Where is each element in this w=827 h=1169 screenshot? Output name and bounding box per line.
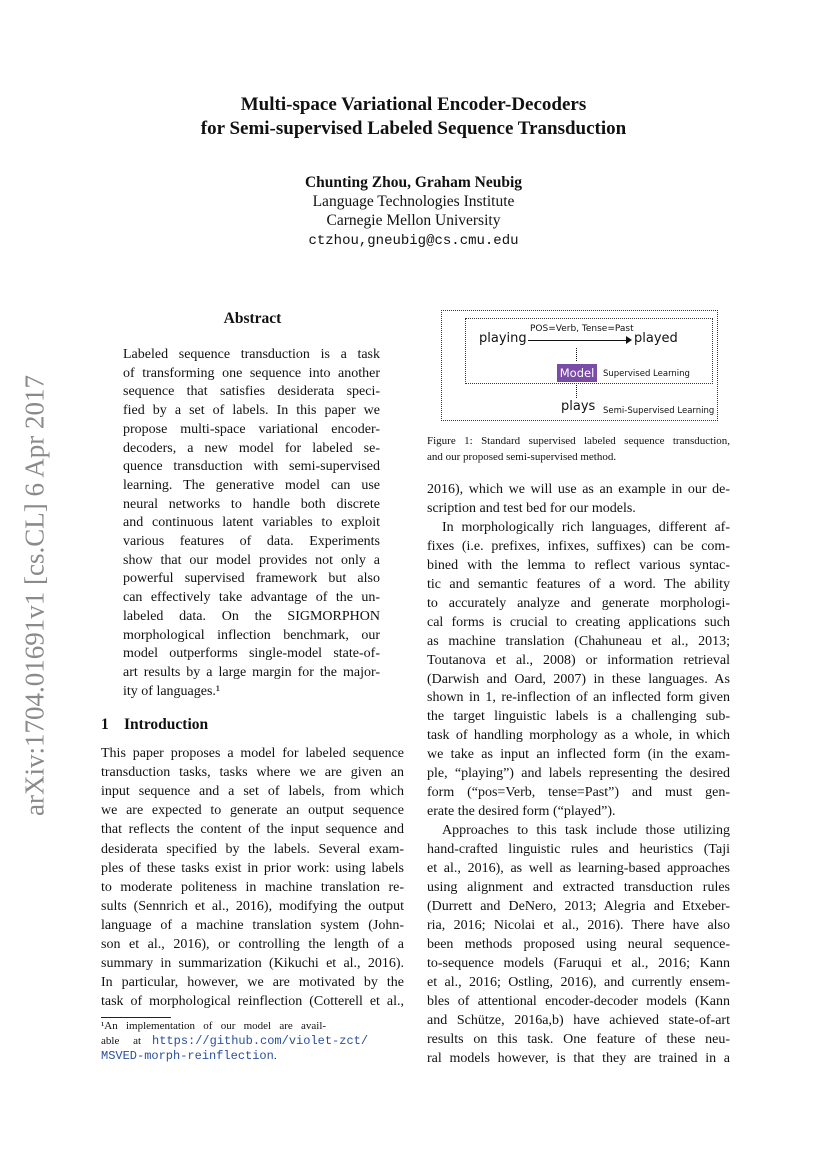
text-line: we are expected to generate an output sequence bbox=[101, 803, 404, 819]
arrow-head-icon bbox=[626, 336, 632, 344]
text-line: This paper proposes a model for labeled sequence bbox=[101, 746, 404, 761]
footnote-line-3 bbox=[101, 1049, 277, 1064]
text-line: been methods proposed using neural sequence- bbox=[427, 936, 730, 952]
text-line: cal forms is crucial to creating applications such bbox=[427, 614, 730, 630]
text-line: desiderata specified by the labels. Several exam- bbox=[101, 841, 404, 857]
text-line: task of morphological reinflection (Cotterell et al., bbox=[101, 994, 404, 1010]
text-line: transduction tasks, tasks where we are given an bbox=[101, 765, 404, 781]
text-line: (Darwish and Oard, 2007) in these languages. As bbox=[427, 671, 730, 687]
text-line: that reflects the content of the input sequence and bbox=[101, 822, 404, 838]
text-line: sequence that satisfies desiderata speci- bbox=[123, 384, 380, 400]
text-line: and Schütze, 2016a,b) have achieved state-of-art bbox=[427, 1012, 730, 1028]
footnote-line-1: ¹An implementation of our model are avail- bbox=[101, 1020, 327, 1032]
text-line: bined with the lemma to reflect various syntac- bbox=[427, 557, 730, 573]
text-line: (Durrett and DeNero, 2013; Alegria and Etxeber- bbox=[427, 898, 730, 914]
text-line: decoders, a new model for labeled se- bbox=[123, 440, 380, 456]
text-line: neural networks to handle both discrete bbox=[123, 496, 380, 512]
text-line: to-sequence models (Faruqui et al., 2016; Kann bbox=[427, 955, 730, 971]
model-box: Model bbox=[557, 364, 597, 382]
text-line: model outperforms single-model state-of- bbox=[123, 646, 380, 662]
figure-caption-line-1: Figure 1: Standard supervised labeled sequence transduction, bbox=[427, 435, 730, 447]
text-line: we take as input an inflected form (in the exam- bbox=[427, 747, 730, 763]
text-line: In particular, however, we are motivated by the bbox=[101, 975, 404, 991]
text-line: fixes (i.e. prefixes, infixes, suffixes) can be com- bbox=[427, 538, 730, 554]
text-line: as machine translation (Chahuneau et al., 2013; bbox=[427, 633, 730, 649]
text-line: to moderate politeness in machine translation re- bbox=[101, 879, 404, 895]
text-line: sults (Sennrich et al., 2016), modifying the output bbox=[101, 898, 404, 914]
semi-supervised-label: Semi-Supervised Learning bbox=[603, 406, 715, 416]
text-line: shown in 1, re-inflection of an inflected form given bbox=[427, 690, 730, 706]
text-line: scription and test bed for our models. bbox=[427, 500, 636, 516]
intro-heading-number: 1 bbox=[101, 716, 109, 733]
paper-title-line-1: Multi-space Variational Encoder-Decoders bbox=[240, 94, 587, 115]
text-line: bles of attentional encoder-decoder models (Kann bbox=[427, 993, 730, 1009]
output-word: played bbox=[634, 331, 678, 346]
text-line: the target linguistic labels is a challenging sub- bbox=[427, 709, 730, 725]
footnote-link-cont[interactable]: MSVED-morph-reinflection bbox=[101, 1049, 274, 1063]
text-line: morphological inflection benchmark, our bbox=[123, 627, 380, 643]
text-line: to accurately analyze and generate morphologi- bbox=[427, 595, 730, 611]
text-line: show that our model provides not only a bbox=[123, 552, 380, 568]
text-line: ity of languages.¹ bbox=[123, 683, 221, 699]
text-line: using alignment and extracted transduction rules bbox=[427, 879, 730, 895]
text-line: tic and semantic features of a word. The ability bbox=[427, 576, 730, 592]
text-line: input sequence and a set of labels, from which bbox=[101, 784, 404, 800]
text-line: hand-crafted linguistic rules and heuristics (Taji bbox=[427, 842, 730, 858]
text-line: Toutanova et al., 2008) or information retrieval bbox=[427, 652, 730, 668]
footnote-text: able at bbox=[101, 1035, 142, 1047]
text-line: ria, 2016; Nicolai et al., 2016). There have also bbox=[427, 917, 730, 933]
text-line: ple, “playing”) and labels representing the desired bbox=[427, 766, 730, 782]
label-text: POS=Verb, Tense=Past bbox=[530, 324, 634, 334]
dotted-arrow-down bbox=[576, 348, 577, 361]
text-line: art results by a large margin for the major- bbox=[123, 664, 380, 680]
authors: Chunting Zhou, Graham Neubig bbox=[304, 174, 523, 191]
text-line: In morphologically rich languages, different af- bbox=[442, 519, 730, 535]
text-line: et al., 2016), as well as learning-based approaches bbox=[427, 861, 730, 876]
intro-heading: Introduction bbox=[124, 716, 209, 733]
author-email: ctzhou,gneubig@cs.cmu.edu bbox=[308, 233, 519, 249]
unlabeled-word: plays bbox=[561, 399, 596, 414]
text-line: and continuous latent variables to exploit bbox=[123, 515, 380, 531]
text-line: of transforming one sequence into another bbox=[123, 365, 380, 381]
text-line: results on this task. One feature of these neu- bbox=[427, 1031, 730, 1047]
footnote-link[interactable]: https://github.com/violet-zct/ bbox=[152, 1034, 369, 1048]
text-line: powerful supervised framework but also bbox=[123, 571, 380, 587]
text-line: form (“pos=Verb, tense=Past”) and must gen- bbox=[427, 785, 730, 801]
text-line: ples of these tasks exist in prior work: using labels bbox=[101, 860, 404, 876]
text-line: task of handling morphology as a whole, in which bbox=[427, 728, 730, 744]
text-line: language of a machine translation system (John- bbox=[101, 917, 404, 933]
arrow-line bbox=[528, 340, 628, 341]
text-line: son et al., 2016), or controlling the length of a bbox=[101, 937, 404, 952]
text-line: learning. The generative model can use bbox=[123, 477, 380, 493]
figure-caption-line-2: and our proposed semi-supervised method. bbox=[427, 451, 617, 463]
affiliation-institute: Language Technologies Institute bbox=[312, 193, 515, 210]
footnote-line-2 bbox=[101, 1034, 404, 1049]
input-word: playing bbox=[479, 331, 527, 346]
text-line: fied by a set of labels. In this paper we bbox=[123, 403, 380, 419]
text-line: 2016), which we will use as an example in our de- bbox=[427, 482, 730, 497]
text-line: quence transduction with semi-supervised bbox=[123, 459, 380, 475]
affiliation-university: Carnegie Mellon University bbox=[326, 212, 501, 229]
arxiv-identifier: arXiv:1704.01691v1 [cs.CL] 6 Apr 2017 bbox=[19, 375, 50, 816]
text-line: summary in summarization (Kikuchi et al., 2016). bbox=[101, 956, 404, 972]
paper-title-line-2: for Semi-supervised Labeled Sequence Transduction bbox=[200, 118, 627, 139]
text-line: Approaches to this task include those utilizing bbox=[442, 823, 730, 839]
supervised-label: Supervised Learning bbox=[603, 369, 690, 379]
text-line: can effectively take advantage of the un- bbox=[123, 590, 380, 606]
text-line: et al., 2016; Ostling, 2016), and currently ensem- bbox=[427, 974, 730, 990]
text-line: Labeled sequence transduction is a task bbox=[123, 347, 380, 362]
text-line: propose multi-space variational encoder- bbox=[123, 421, 380, 437]
text-line: erate the desired form (“played”). bbox=[427, 804, 616, 820]
dotted-arrow-up bbox=[576, 385, 577, 398]
abstract-heading: Abstract bbox=[223, 310, 282, 327]
text-line: labeled data. On the SIGMORPHON bbox=[123, 608, 380, 624]
footnote-rule bbox=[101, 1017, 171, 1018]
text-line: various features of data. Experiments bbox=[123, 534, 380, 549]
text-line: ral models however, is that they are trained in a bbox=[427, 1050, 730, 1066]
footnote-period: . bbox=[273, 1050, 277, 1062]
